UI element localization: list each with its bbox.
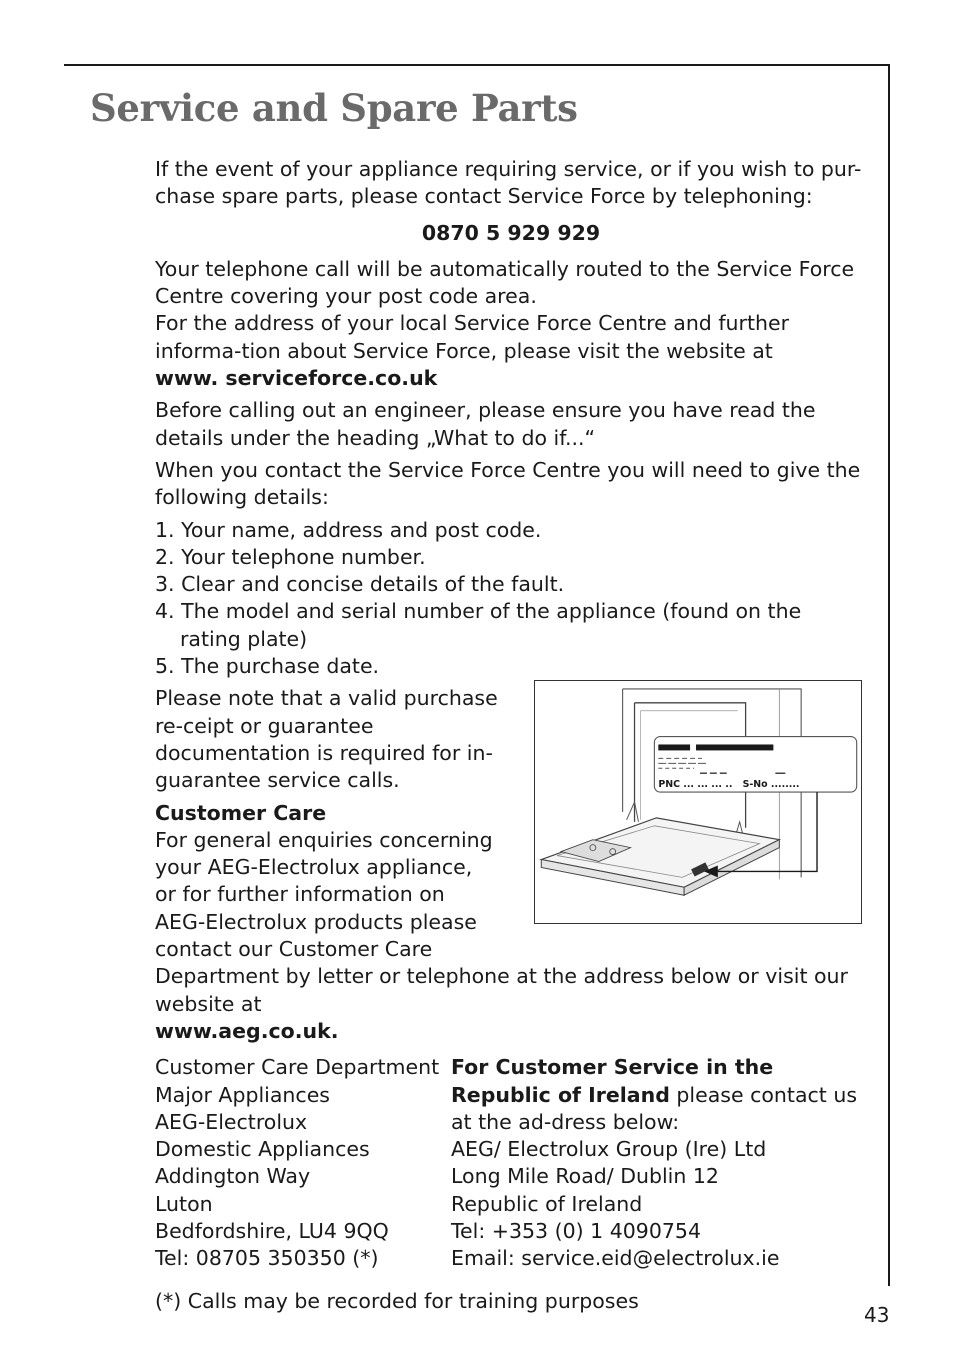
uk-address <box>155 1054 451 1272</box>
address-line: Republic of Ireland <box>451 1191 643 1216</box>
page-title: Service and Spare Parts <box>90 86 578 130</box>
address-line: Customer Care Department <box>155 1055 440 1080</box>
address-line: AEG/ Electrolux Group (Ire) Ltd <box>451 1137 767 1162</box>
footnote: (*) Calls may be recorded for training purposes <box>155 1288 639 1313</box>
plate-sno-label: S-No ........ <box>742 779 800 791</box>
rating-plate-figure <box>534 680 862 924</box>
list-item: 1. Your name, address and post code. <box>155 517 542 542</box>
customer-care-body: For general enquiries concerning your AEG-Electrolux appliance, or for further information on AEG-Electrolux products please contact our Customer Care Department by letter or telephone at the address below or visit our website at <box>155 827 848 1016</box>
main-content <box>155 156 867 1315</box>
address-line: Tel: +353 (0) 1 4090754 <box>451 1218 702 1243</box>
dishwasher-illustration <box>535 681 861 923</box>
list-item: 4. The model and serial number of the appliance (found on the rating plate) <box>155 599 802 651</box>
email-address-link[interactable]: Email: service.eid@electrolux.ie <box>451 1246 780 1271</box>
receipt-and-figure <box>155 685 867 1045</box>
ireland-heading: For Customer Service in the Republic of Ireland <box>451 1055 774 1107</box>
before-calling-text: Before calling out an engineer, please ensure you have read the details under the heading „What to do if...“ <box>155 398 816 450</box>
list-item: 5. The purchase date. <box>155 654 380 679</box>
contact-details-list <box>155 517 867 681</box>
service-phone-number: 0870 5 929 929 <box>421 220 601 245</box>
right-rule <box>888 64 890 1286</box>
address-line: Tel: 08705 350350 (*) <box>155 1246 379 1271</box>
receipt-note: Please note that a valid purchase re-ceipt or guarantee documentation is required for in-guarantee service calls. <box>155 686 498 793</box>
plate-pnc-label: PNC ... ... ... .. <box>658 779 733 791</box>
intro-text: If the event of your appliance requiring service, or if you wish to pur-chase spare parts, please contact Service Force by telephoning: <box>155 157 862 209</box>
ireland-address <box>451 1054 867 1272</box>
serviceforce-website-link[interactable]: www. serviceforce.co.uk <box>155 366 438 391</box>
address-line: Long Mile Road/ Dublin 12 <box>451 1164 719 1189</box>
list-item: 3. Clear and concise details of the fault. <box>155 572 565 597</box>
address-line: Addington Way <box>155 1164 311 1189</box>
address-line: AEG-Electrolux <box>155 1109 308 1134</box>
address-line: Bedfordshire, LU4 9QQ <box>155 1218 389 1243</box>
customer-care-heading: Customer Care <box>155 800 327 825</box>
address-columns <box>155 1054 867 1272</box>
ireland-heading-suffix: please contact us at the ad-dress below: <box>451 1082 858 1134</box>
list-item: 2. Your telephone number. <box>155 544 426 569</box>
address-line: Domestic Appliances <box>155 1137 370 1162</box>
ireland-intro <box>451 1054 867 1136</box>
aeg-website-link[interactable]: www.aeg.co.uk. <box>155 1018 339 1043</box>
website-info-text: For the address of your local Service Force Centre and further informa-tion about Service Force, please visit the website at <box>155 311 790 363</box>
page-number: 43 <box>864 1303 890 1327</box>
contact-details-intro: When you contact the Service Force Centre you will need to give the following details: <box>155 457 861 510</box>
top-rule <box>64 64 890 66</box>
address-line: Luton <box>155 1191 213 1216</box>
address-line: Major Appliances <box>155 1082 330 1107</box>
routing-text: Your telephone call will be automatically routed to the Service Force Centre covering your post code area. <box>155 256 855 309</box>
